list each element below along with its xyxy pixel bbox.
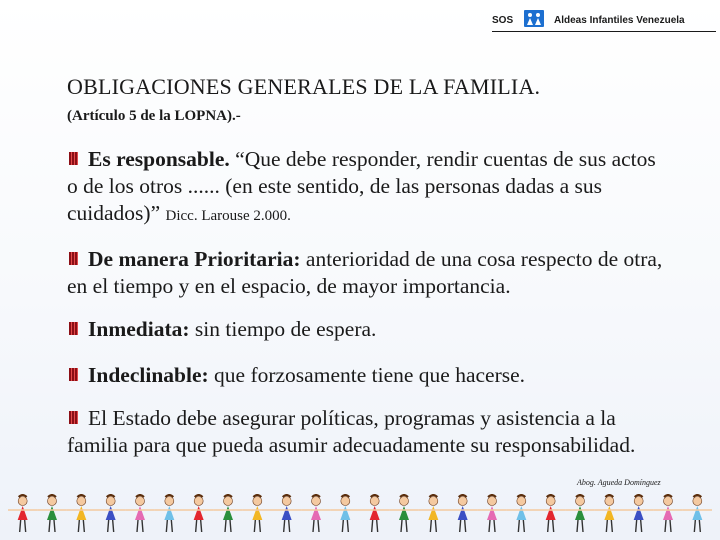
square-bullet-icon — [69, 368, 78, 381]
item-text: sin tiempo de espera. — [189, 317, 377, 341]
child-figure — [125, 495, 154, 532]
list-item-responsable — [67, 146, 667, 230]
square-bullet-icon — [69, 322, 78, 335]
child-figure — [301, 495, 330, 532]
child-figure — [536, 495, 565, 532]
child-figure — [448, 495, 477, 532]
list-item-indeclinable — [67, 362, 667, 389]
child-figure — [565, 495, 594, 532]
child-figure — [155, 495, 184, 532]
child-figure — [213, 495, 242, 532]
child-figure — [331, 495, 360, 532]
child-figure — [507, 495, 536, 532]
child-figure — [96, 495, 125, 532]
item-term: Indeclinable: — [88, 363, 209, 387]
child-figure — [419, 495, 448, 532]
list-item-prioritaria — [67, 246, 667, 300]
item-text: anterioridad de una cosa respecto de otra, en el tiempo y en el espacio, de mayor importancia. — [67, 247, 663, 298]
item-term: Inmediata: — [88, 317, 190, 341]
child-figure — [8, 495, 37, 532]
child-figure — [272, 495, 301, 532]
organization-name: Aldeas Infantiles Venezuela — [554, 15, 685, 26]
child-figure — [595, 495, 624, 532]
item-text: “Que debe responder, rendir cuentas de sus actos o de los otros ...... (en este sentido, de las personas dadas a sus cuidados)” — [67, 147, 656, 225]
item-term: Es responsable. — [88, 147, 230, 171]
child-figure — [683, 495, 712, 532]
square-bullet-icon — [69, 411, 78, 424]
header — [492, 10, 716, 32]
child-figure — [360, 495, 389, 532]
page-title: OBLIGACIONES GENERALES DE LA FAMILIA. — [67, 74, 541, 99]
list-item-inmediata — [67, 316, 667, 343]
header-divider — [492, 31, 716, 32]
child-figure — [37, 495, 66, 532]
sos-logo-icon — [524, 10, 544, 27]
child-figure — [389, 495, 418, 532]
item-text: El Estado debe asegurar políticas, programas y asistencia a la familia para que pueda asumir adecuadamente su responsabilidad. — [67, 406, 636, 457]
child-figure — [653, 495, 682, 532]
child-figure — [184, 495, 213, 532]
sos-label: SOS — [492, 15, 514, 26]
author-signature: Abog. Agueda Domínguez — [577, 478, 661, 487]
item-term: De manera Prioritaria: — [88, 247, 301, 271]
page-subtitle: (Artículo 5 de la LOPNA).- — [67, 108, 241, 124]
child-figure — [67, 495, 96, 532]
child-figure — [477, 495, 506, 532]
list-item-estado — [67, 405, 667, 459]
children-holding-hands-icon — [8, 494, 712, 538]
child-figure — [243, 495, 272, 532]
square-bullet-icon — [69, 152, 78, 165]
item-text: que forzosamente tiene que hacerse. — [208, 363, 526, 387]
square-bullet-icon — [69, 252, 78, 265]
item-source: Dicc. Larouse 2.000. — [165, 208, 291, 224]
child-figure — [624, 495, 653, 532]
